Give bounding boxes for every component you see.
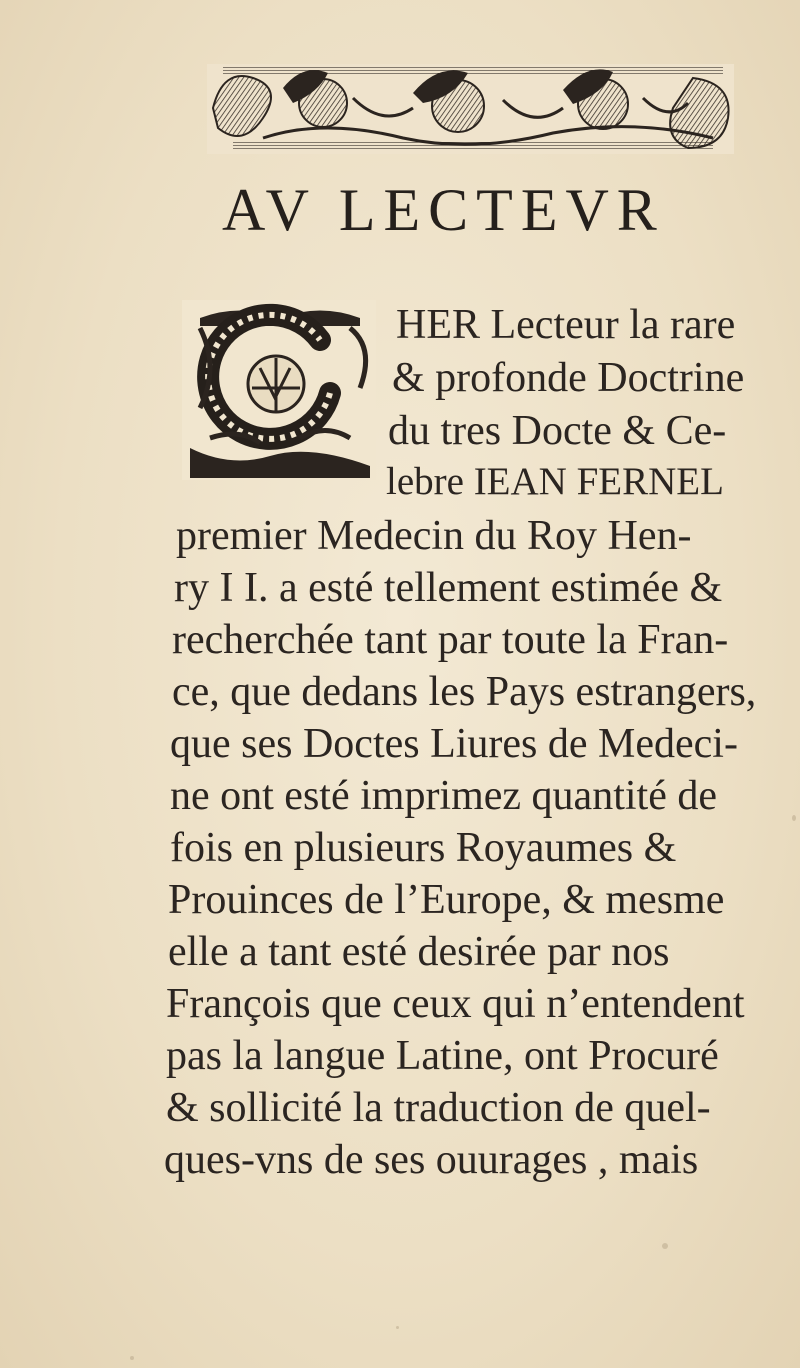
text-line: & sollicité la traduction de quel- [166, 1085, 711, 1131]
page-title: AV LECTEVR [222, 177, 665, 243]
text-line: premier Medecin du Roy Hen- [176, 513, 692, 559]
text-line: HER Lecteur la rare [396, 302, 736, 348]
text-line: ne ont esté imprimez quantité de [170, 773, 717, 819]
decorated-initial-c [180, 298, 378, 482]
text-line: lebre IEAN FERNEL [386, 460, 724, 503]
text-line: pas la langue Latine, ont Procuré [166, 1033, 719, 1079]
paper-speck [396, 1326, 399, 1329]
paper-speck [662, 1243, 668, 1249]
text-line: que ses Doctes Liures de Medeci- [170, 721, 738, 767]
text-line: elle a tant esté desirée par nos [168, 929, 670, 975]
text-line: ques-vns de ses ouurages , mais [164, 1137, 699, 1183]
text-line: Prouinces de l’Europe, & mesme [168, 877, 725, 923]
text-line: du tres Docte & Ce- [388, 408, 727, 454]
text-line: fois en plusieurs Royaumes & [170, 825, 677, 871]
decorative-headpiece [203, 58, 738, 160]
text-line: recherchée tant par toute la Fran- [172, 617, 729, 663]
text-line: ry I I. a esté tellement estimée & [174, 565, 723, 611]
text-line: ce, que dedans les Pays estrangers, [172, 669, 757, 715]
text-line: & profonde Doctrine [392, 355, 745, 401]
text-line: François que ceux qui n’entendent [166, 981, 745, 1027]
paper-speck [130, 1356, 134, 1360]
paper-speck [792, 815, 796, 821]
